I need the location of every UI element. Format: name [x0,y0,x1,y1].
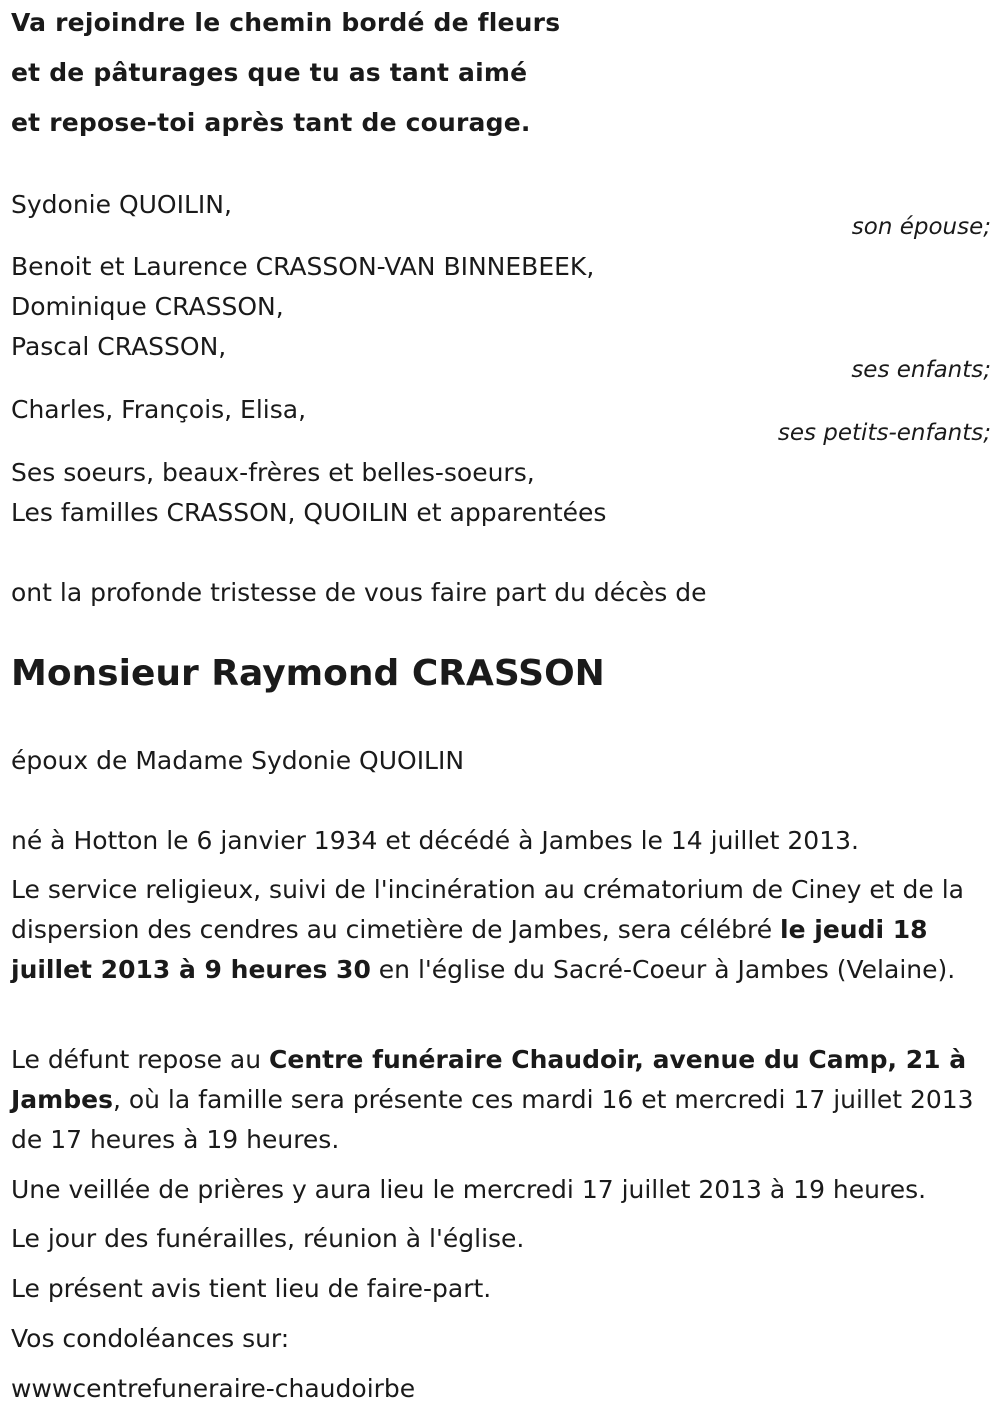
rest-place: Centre funéraire Chaudoir, avenue du Camp, 21 à Jambes [11,1045,967,1114]
announcement-text: ont la profonde tristesse de vous faire part du décès de [11,578,707,607]
spouse-of-text: époux de Madame Sydonie QUOILIN [11,746,465,775]
child-3: Pascal CRASSON, [11,332,227,361]
meeting-text: Le jour des funérailles, réunion à l'église. [11,1224,525,1253]
other-family-1: Ses soeurs, beaux-frères et belles-soeurs, [11,458,535,487]
rest-paragraph [11,1040,976,1160]
deceased-name: Monsieur Raymond CRASSON [11,653,605,694]
notice-text: Le présent avis tient lieu de faire-part. [11,1274,492,1303]
grandchildren-names: Charles, François, Elisa, [11,395,307,424]
vigil-text: Une veillée de prières y aura lieu le mercredi 17 juillet 2013 à 19 heures. [11,1175,927,1204]
poem-line-3: et repose-toi après tant de courage. [11,108,531,137]
service-date: le jeudi 18 juillet 2013 à 9 heures 30 [11,915,928,984]
spouse-role: son épouse; [851,214,991,240]
child-2: Dominique CRASSON, [11,292,284,321]
birth-death-text: né à Hotton le 6 janvier 1934 et décédé à Jambes le 14 juillet 2013. [11,826,859,855]
condolences-label: Vos condoléances sur: [11,1324,290,1353]
children-role: ses enfants; [851,357,991,383]
rest-text-1: Le défunt repose au [11,1045,270,1074]
poem-line-1: Va rejoindre le chemin bordé de fleurs [11,8,561,37]
website-text: wwwcentrefuneraire-chaudoirbe [11,1374,416,1403]
service-text-2: en l'église du Sacré-Coeur à Jambes (Velaine). [370,955,956,984]
child-1: Benoit et Laurence CRASSON-VAN BINNEBEEK, [11,252,595,281]
service-text-1: Le service religieux, suivi de l'incinération au crématorium de Ciney et de la dispersion des cendres au cimetière de Jambes, sera célébré [11,875,964,944]
rest-text-2: , où la famille sera présente ces mardi 16 et mercredi 17 juillet 2013 de 17 heures à 19 heures. [11,1085,974,1154]
service-paragraph [11,870,976,990]
other-family-2: Les familles CRASSON, QUOILIN et apparentées [11,498,607,527]
grandchildren-role: ses petits-enfants; [777,420,991,446]
spouse-name: Sydonie QUOILIN, [11,190,232,219]
poem-line-2: et de pâturages que tu as tant aimé [11,58,528,87]
